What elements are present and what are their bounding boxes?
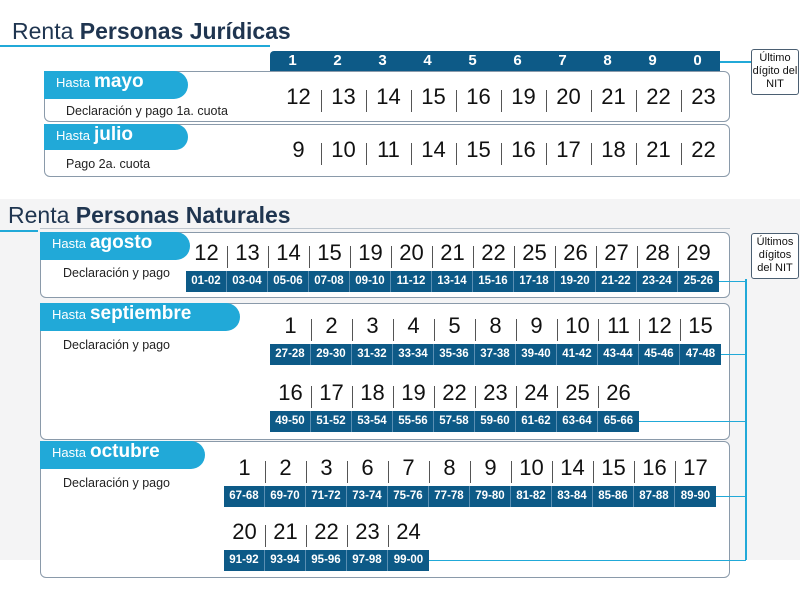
due-day: 19 xyxy=(393,380,434,406)
nit-range: 87-88 xyxy=(634,486,675,507)
tab-hasta: Hasta xyxy=(56,128,90,143)
due-day: 10 xyxy=(321,137,366,163)
nit-range: 93-94 xyxy=(265,550,306,571)
nit-range: 51-52 xyxy=(311,411,352,432)
due-day: 2 xyxy=(311,313,352,339)
due-day: 22 xyxy=(306,519,347,545)
nit-range: 57-58 xyxy=(434,411,475,432)
due-day: 3 xyxy=(352,313,393,339)
legend-connector xyxy=(639,421,746,422)
due-day: 13 xyxy=(227,240,268,266)
due-day: 14 xyxy=(552,455,593,481)
nit-range: 55-56 xyxy=(393,411,434,432)
nit-range: 69-70 xyxy=(265,486,306,507)
nit-digit-header xyxy=(270,51,720,71)
nit-range: 27-28 xyxy=(270,344,311,365)
due-day: 20 xyxy=(232,519,257,544)
naturales-tab-agosto xyxy=(40,232,190,260)
due-day: 4 xyxy=(393,313,434,339)
nit-range: 65-66 xyxy=(603,415,634,427)
nit-range: 63-64 xyxy=(557,411,598,432)
tab-month: agosto xyxy=(89,232,153,253)
juridicas-days-mayo xyxy=(276,84,726,110)
juridicas-legend-connector xyxy=(720,61,751,63)
tab-hasta: Hasta xyxy=(52,236,86,251)
nit-range: 99-00 xyxy=(393,554,424,566)
due-day: 23 xyxy=(347,519,388,545)
naturales-days-septiembre xyxy=(270,380,639,406)
nit-digit: 5 xyxy=(468,52,477,69)
due-day: 2 xyxy=(265,455,306,481)
due-day: 9 xyxy=(292,137,305,162)
nit-range: 15-16 xyxy=(473,271,514,292)
legend-connector xyxy=(429,560,746,561)
due-day: 21 xyxy=(265,519,306,545)
nit-range: 17-18 xyxy=(514,271,555,292)
nit-range: 61-62 xyxy=(516,411,557,432)
due-day: 16 xyxy=(634,455,675,481)
due-day: 14 xyxy=(268,240,309,266)
due-day: 20 xyxy=(391,240,432,266)
nit-range: 49-50 xyxy=(270,411,311,432)
due-day: 17 xyxy=(311,380,352,406)
nit-range: 07-08 xyxy=(309,271,350,292)
nit-range-bar xyxy=(270,344,721,365)
nit-range: 23-24 xyxy=(637,271,678,292)
tab-month: julio xyxy=(93,124,134,145)
nit-range: 25-26 xyxy=(683,275,714,287)
juridicas-legend: Último dígito del NIT xyxy=(751,49,799,95)
nit-range: 79-80 xyxy=(470,486,511,507)
due-day: 5 xyxy=(434,313,475,339)
naturales-tab-octubre xyxy=(40,441,205,469)
due-day: 14 xyxy=(366,84,411,110)
nit-range: 53-54 xyxy=(352,411,393,432)
legend-connector xyxy=(721,354,746,355)
nit-digit: 6 xyxy=(513,52,522,69)
due-day: 19 xyxy=(501,84,546,110)
nit-digit: 4 xyxy=(423,52,432,69)
naturales-accent-line xyxy=(0,230,38,232)
juridicas-desc-julio: Pago 2a. cuota xyxy=(66,157,151,171)
due-day: 25 xyxy=(514,240,555,266)
nit-range: 05-06 xyxy=(268,271,309,292)
tab-hasta: Hasta xyxy=(52,445,86,460)
due-day: 21 xyxy=(432,240,473,266)
due-day: 22 xyxy=(473,240,514,266)
nit-range: 67-68 xyxy=(224,486,265,507)
nit-range: 33-34 xyxy=(393,344,434,365)
due-day: 7 xyxy=(388,455,429,481)
nit-range: 91-92 xyxy=(224,550,265,571)
naturales-desc-octubre: Declaración y pago xyxy=(63,476,171,490)
due-day: 27 xyxy=(596,240,637,266)
due-day: 16 xyxy=(456,84,501,110)
tab-hasta: Hasta xyxy=(52,307,86,322)
nit-range: 19-20 xyxy=(555,271,596,292)
due-day: 23 xyxy=(475,380,516,406)
due-day: 22 xyxy=(434,380,475,406)
nit-range: 47-48 xyxy=(685,348,716,360)
due-day: 15 xyxy=(593,455,634,481)
nit-range: 11-12 xyxy=(391,271,432,292)
nit-range: 39-40 xyxy=(516,344,557,365)
nit-range: 97-98 xyxy=(347,550,388,571)
due-day: 13 xyxy=(321,84,366,110)
nit-range: 81-82 xyxy=(511,486,552,507)
due-day: 18 xyxy=(591,137,636,163)
due-day: 29 xyxy=(678,240,719,266)
nit-range: 95-96 xyxy=(306,550,347,571)
due-day: 17 xyxy=(546,137,591,163)
nit-range: 75-76 xyxy=(388,486,429,507)
due-day: 11 xyxy=(366,137,411,163)
juridicas-tab-mayo xyxy=(44,71,188,99)
tab-month: octubre xyxy=(89,441,160,462)
due-day: 20 xyxy=(546,84,591,110)
tab-month: mayo xyxy=(93,71,144,92)
due-day: 9 xyxy=(516,313,557,339)
due-day: 12 xyxy=(639,313,680,339)
due-day: 15 xyxy=(456,137,501,163)
due-day: 1 xyxy=(238,455,251,480)
nit-range: 35-36 xyxy=(434,344,475,365)
nit-digit: 7 xyxy=(558,52,567,69)
due-day: 16 xyxy=(278,380,303,405)
naturales-tab-septiembre xyxy=(40,303,240,331)
nit-range: 83-84 xyxy=(552,486,593,507)
nit-range: 09-10 xyxy=(350,271,391,292)
nit-range-bar xyxy=(270,411,639,432)
naturales-desc-septiembre: Declaración y pago xyxy=(63,338,171,352)
naturales-desc-agosto: Declaración y pago xyxy=(63,266,171,280)
nit-range: 37-38 xyxy=(475,344,516,365)
juridicas-title-prefix: Renta xyxy=(12,18,74,44)
due-day: 16 xyxy=(501,137,546,163)
nit-range: 03-04 xyxy=(227,271,268,292)
due-day: 10 xyxy=(511,455,552,481)
due-day: 8 xyxy=(429,455,470,481)
naturales-days-octubre xyxy=(224,455,716,481)
nit-digit: 1 xyxy=(288,52,297,69)
tab-month: septiembre xyxy=(89,303,192,324)
juridicas-title xyxy=(12,18,291,45)
nit-range: 29-30 xyxy=(311,344,352,365)
naturales-title-prefix: Renta xyxy=(8,202,70,228)
nit-range: 43-44 xyxy=(598,344,639,365)
nit-range: 31-32 xyxy=(352,344,393,365)
due-day: 15 xyxy=(680,313,721,339)
due-day: 17 xyxy=(675,455,716,481)
due-day: 24 xyxy=(388,519,429,545)
nit-range: 71-72 xyxy=(306,486,347,507)
naturales-days-agosto xyxy=(186,240,719,266)
naturales-title xyxy=(8,202,291,229)
due-day: 25 xyxy=(557,380,598,406)
nit-digit: 2 xyxy=(333,52,342,69)
due-day: 19 xyxy=(350,240,391,266)
due-day: 11 xyxy=(598,313,639,339)
nit-range: 13-14 xyxy=(432,271,473,292)
nit-range-bar xyxy=(186,271,719,292)
due-day: 21 xyxy=(591,84,636,110)
nit-range: 59-60 xyxy=(475,411,516,432)
legend-connector xyxy=(716,496,746,497)
naturales-title-bold: Personas Naturales xyxy=(75,202,291,228)
due-day: 1 xyxy=(284,313,297,338)
nit-digit: 8 xyxy=(603,52,612,69)
nit-range: 77-78 xyxy=(429,486,470,507)
due-day: 3 xyxy=(306,455,347,481)
due-day: 8 xyxy=(475,313,516,339)
due-day: 15 xyxy=(309,240,350,266)
nit-range: 01-02 xyxy=(186,271,227,292)
juridicas-desc-mayo: Declaración y pago 1a. cuota xyxy=(66,104,228,118)
due-day: 15 xyxy=(411,84,456,110)
due-day: 22 xyxy=(681,137,726,163)
nit-digit: 9 xyxy=(648,52,657,69)
juridicas-days-julio xyxy=(276,137,726,163)
naturales-legend-vline xyxy=(745,279,747,560)
due-day: 24 xyxy=(516,380,557,406)
due-day: 28 xyxy=(637,240,678,266)
nit-digit: 3 xyxy=(378,52,387,69)
due-day: 12 xyxy=(286,84,311,109)
due-day: 14 xyxy=(411,137,456,163)
naturales-legend: Últimos dígitos del NIT xyxy=(751,233,799,279)
nit-range: 21-22 xyxy=(596,271,637,292)
naturales-days-septiembre xyxy=(270,313,721,339)
juridicas-title-bold: Personas Jurídicas xyxy=(79,18,291,44)
naturales-divider xyxy=(40,228,730,229)
due-day: 18 xyxy=(352,380,393,406)
due-day: 12 xyxy=(194,240,219,265)
nit-range: 89-90 xyxy=(680,490,711,502)
juridicas-accent-line xyxy=(0,45,270,47)
nit-range-bar xyxy=(224,550,429,571)
nit-range: 85-86 xyxy=(593,486,634,507)
nit-digit: 0 xyxy=(693,52,702,69)
naturales-days-octubre xyxy=(224,519,429,545)
due-day: 9 xyxy=(470,455,511,481)
nit-range-bar xyxy=(224,486,716,507)
nit-range: 73-74 xyxy=(347,486,388,507)
due-day: 26 xyxy=(598,380,639,406)
due-day: 26 xyxy=(555,240,596,266)
due-day: 21 xyxy=(636,137,681,163)
due-day: 23 xyxy=(681,84,726,110)
due-day: 22 xyxy=(636,84,681,110)
due-day: 10 xyxy=(557,313,598,339)
tab-hasta: Hasta xyxy=(56,75,90,90)
nit-range: 45-46 xyxy=(639,344,680,365)
due-day: 6 xyxy=(347,455,388,481)
nit-range: 41-42 xyxy=(557,344,598,365)
legend-connector xyxy=(719,281,746,282)
juridicas-tab-julio xyxy=(44,124,188,150)
